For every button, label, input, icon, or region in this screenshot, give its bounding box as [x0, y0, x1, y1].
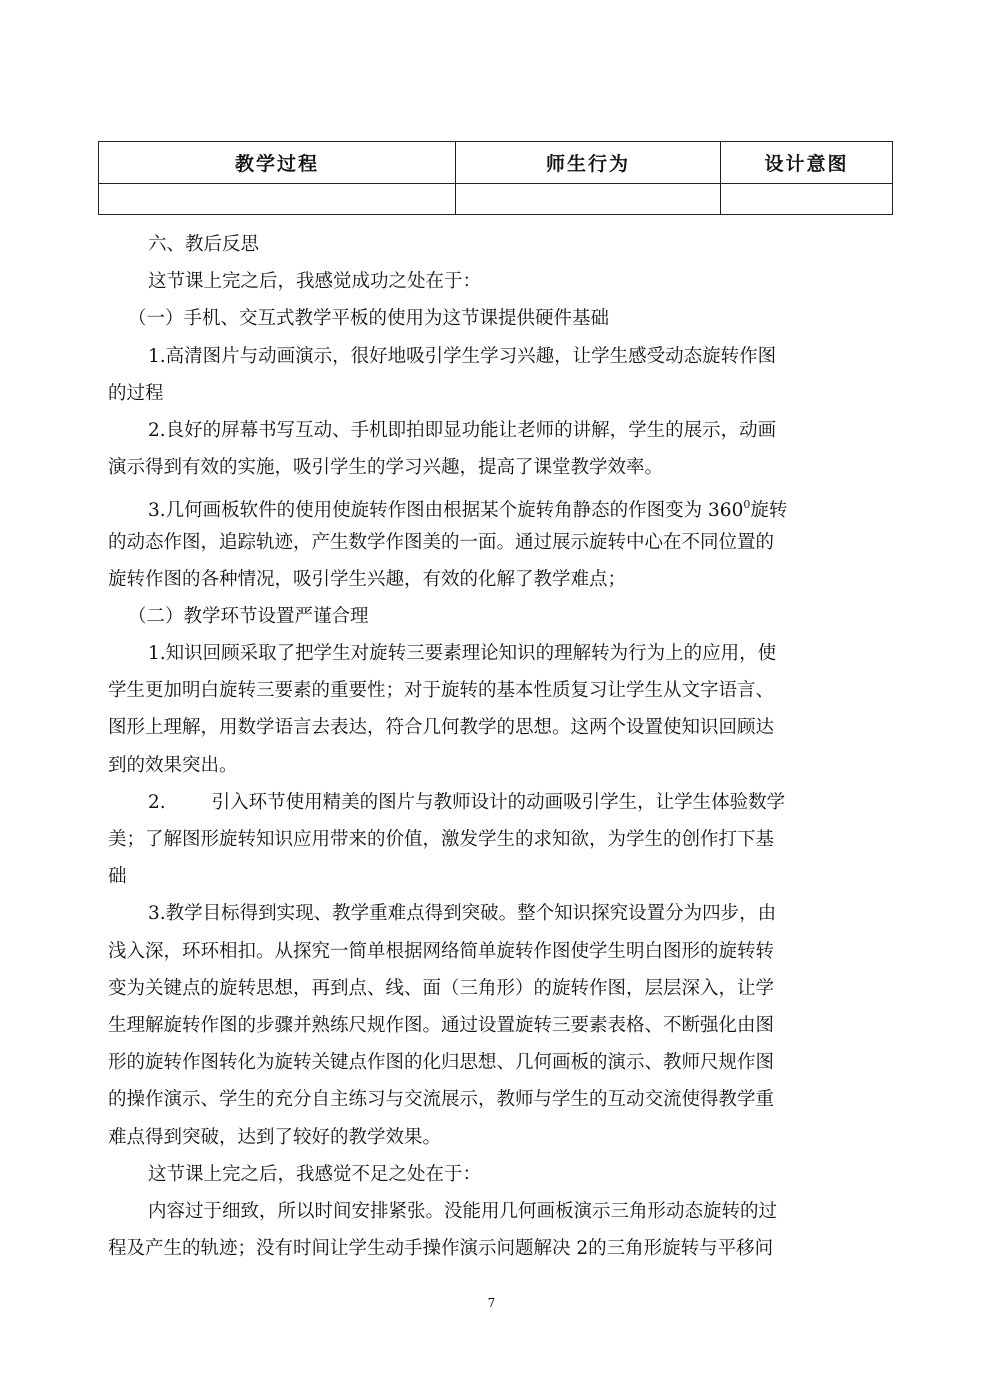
shortcoming-intro: 这节课上完之后，我感觉不足之处在于： [148, 1163, 482, 1185]
success-intro: 这节课上完之后，我感觉成功之处在于： [148, 271, 482, 293]
paragraph-line: 生理解旋转作图的步骤并熟练尺规作图。通过设置旋转三要素表格、不断强化由图 [108, 1014, 775, 1036]
header-teaching-process: 教学过程 [99, 142, 456, 184]
paragraph-line [108, 486, 878, 523]
table-header-row [99, 142, 893, 184]
degree-superscript: 0 [743, 498, 751, 512]
table-cell [721, 184, 893, 215]
section-heading: 六、教后反思 [148, 234, 260, 255]
paragraph-line: 1.知识回顾采取了把学生对旋转三要素理论知识的理解转为行为上的应用，使 [148, 643, 777, 665]
text-segment: 旋转 [750, 500, 788, 522]
subsection-title-1: （一）手机、交互式教学平板的使用为这节课提供硬件基础 [128, 308, 610, 330]
header-teacher-student-behavior: 师生行为 [456, 142, 721, 184]
page-number: 7 [487, 1296, 496, 1310]
paragraph-line: 形的旋转作图转化为旋转关键点作图的化归思想、几何画板的演示、教师尺规作图 [108, 1052, 775, 1074]
paragraph-line: 演示得到有效的实施，吸引学生的学习兴趣，提高了课堂教学效率。 [108, 457, 664, 479]
paragraph-line: 美；了解图形旋转知识应用带来的价值，激发学生的求知欲，为学生的创作打下基 [108, 829, 775, 850]
table-cell [456, 184, 721, 215]
header-design-intent: 设计意图 [721, 142, 893, 184]
text-segment: 引入环节使用精美的图片与教师设计的动画吸引学生，让学生体验数学 [211, 791, 786, 813]
paragraph-line: 变为关键点的旋转思想，再到点、线、面（三角形）的旋转作图，层层深入，让学 [108, 977, 775, 999]
paragraph-line [108, 784, 878, 821]
paragraph-line: 内容过于细致，所以时间安排紧张。没能用几何画板演示三角形动态旋转的过 [148, 1200, 778, 1222]
paragraph-line: 程及产生的轨迹；没有时间让学生动手操作演示问题解决 2的三角形旋转与平移问 [108, 1238, 774, 1260]
table-empty-row [99, 184, 893, 215]
paragraph-line: 的过程 [108, 382, 164, 404]
paragraph-line: 学生更加明白旋转三要素的重要性；对于旋转的基本性质复习让学生从文字语言、 [108, 680, 775, 702]
paragraph-line: 难点得到突破，达到了较好的教学效果。 [108, 1126, 442, 1148]
lesson-table [98, 141, 893, 215]
reflection-body [108, 226, 878, 1267]
paragraph-line: 图形上理解，用数学语言去表达，符合几何教学的思想。这两个设置使知识回顾达 [108, 717, 775, 739]
subsection-title-2: （二）教学环节设置严谨合理 [128, 605, 369, 627]
item-number: 2. [148, 791, 166, 813]
paragraph-line: 1.高清图片与动画演示，很好地吸引学生学习兴趣，让学生感受动态旋转作图 [148, 345, 777, 367]
paragraph-line: 到的效果突出。 [108, 754, 238, 776]
paragraph-line: 的操作演示、学生的充分自主练习与交流展示，教师与学生的互动交流使得教学重 [108, 1089, 775, 1111]
paragraph-line: 础 [108, 866, 127, 888]
paragraph-line: 的动态作图，追踪轨迹，产生数学作图美的一面。通过展示旋转中心在不同位置的 [108, 531, 775, 553]
paragraph-line: 旋转作图的各种情况，吸引学生兴趣，有效的化解了教学难点； [108, 568, 627, 590]
table-cell [99, 184, 456, 215]
paragraph-line: 浅入深，环环相扣。从探究一简单根据网络简单旋转作图使学生明白图形的旋转转 [108, 940, 775, 962]
paragraph-line: 3.教学目标得到实现、教学重难点得到突破。整个知识探究设置分为四步，由 [148, 903, 777, 925]
paragraph-line: 2.良好的屏幕书写互动、手机即拍即显功能让老师的讲解，学生的展示，动画 [148, 419, 777, 441]
text-segment: 3.几何画板软件的使用使旋转作图由根据某个旋转角静态的作图变为 360 [148, 500, 744, 522]
